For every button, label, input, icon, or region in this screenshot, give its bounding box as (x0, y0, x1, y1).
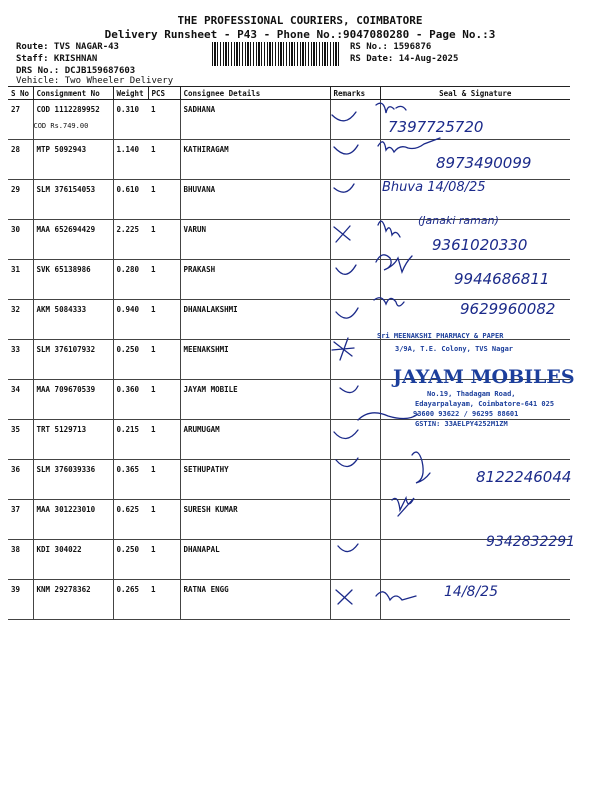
tick-mark (336, 458, 358, 467)
tick-mark (336, 265, 356, 274)
rs-number: RS No.: 1596876 (350, 42, 432, 52)
consignment-cell-text: MAA 652694429 (36, 225, 96, 234)
consignment-cell-text: MTP 5092943 (36, 145, 87, 154)
handwritten-phone: 9629960082 (460, 300, 556, 318)
signature (392, 498, 414, 516)
consignee-cell-text: SADHANA (183, 105, 216, 114)
consignment-cell-text: MAA 301223010 (36, 505, 96, 514)
handwritten-phone: 9361020330 (432, 236, 528, 254)
cross-mark (332, 338, 354, 360)
consignee-cell-text: DHANAPAL (183, 545, 220, 554)
col-signature: Seal & Signature (380, 87, 570, 100)
handwritten-note: Bhuva 14/08/25 (382, 180, 486, 195)
signature (374, 298, 404, 306)
drs-number: DRS No.: DCJB159687603 (16, 66, 136, 76)
pcs-cell-text: 1 (151, 465, 156, 474)
handwritten-phone: 8973490099 (436, 154, 532, 172)
stamp-line: Sri MEENAKSHI PHARMACY & PAPER (377, 332, 504, 340)
consignment-cell-text: SLM 376039336 (36, 465, 96, 474)
sno-cell-text: 39 (11, 585, 21, 594)
weight-cell-text: 0.215 (116, 425, 140, 434)
consignment-cell-text: KNM 29278362 (36, 585, 91, 594)
rs-date: RS Date: 14-Aug-2025 (350, 54, 459, 64)
signature (376, 103, 406, 113)
stamp-shop-name: JAYAM MOBILES (393, 366, 575, 388)
pcs-cell-text: 1 (151, 225, 156, 234)
company-title: THE PROFESSIONAL COURIERS, COIMBATORE (177, 14, 423, 27)
consignee-cell-text: VARUN (183, 225, 207, 234)
handwritten-date: 14/8/25 (444, 584, 498, 600)
sno-cell-text: 32 (11, 305, 21, 314)
sno-cell-text: 28 (11, 145, 21, 154)
weight-cell-text: 2.225 (116, 225, 140, 234)
signature (412, 452, 430, 483)
consignee-cell-text: MEENAKSHMI (183, 345, 229, 354)
consignee-cell-text: BHUVANA (183, 185, 216, 194)
signature (378, 221, 400, 237)
sno-cell-text: 35 (11, 425, 21, 434)
pcs-cell-text: 1 (151, 505, 156, 514)
stamp-line: 3/9A, T.E. Colony, TVS Nagar (395, 345, 514, 353)
sno-cell-text: 37 (11, 505, 21, 514)
weight-cell-text: 0.265 (116, 585, 140, 594)
pcs-cell-text: 1 (151, 265, 156, 274)
consignee-cell-text: DHANALAKSHMI (183, 305, 238, 314)
weight-cell-text: 0.250 (116, 545, 140, 554)
staff: Staff: KRISHNAN (16, 54, 98, 64)
tick-mark (334, 430, 358, 439)
consignment-cell-text: KDI 304022 (36, 545, 82, 554)
pcs-cell-text: 1 (151, 345, 156, 354)
runsheet-title: Delivery Runsheet - P43 - Phone No.:9047080280 - Page No.:3 (104, 28, 496, 41)
handwritten-note: (Janaki raman) (418, 214, 499, 227)
sno-cell-text: 30 (11, 225, 21, 234)
shop-stamp (365, 326, 575, 446)
consignment-cell-text: SLM 376154053 (36, 185, 96, 194)
handwritten-phone: 9342832291 (486, 534, 576, 550)
weight-cell-text: 0.360 (116, 385, 140, 394)
consignment-cell-text: SVK 65138986 (36, 265, 91, 274)
consignment-cell-text: AKM 5084333 (36, 305, 87, 314)
consignee-cell-text: SURESH KUMAR (183, 505, 238, 514)
cross-mark (336, 590, 352, 604)
weight-cell-text: 1.140 (116, 145, 140, 154)
pcs-cell-text: 1 (151, 145, 156, 154)
consignment-cell-text: TRT 5129713 (36, 425, 87, 434)
weight-cell-text: 0.310 (116, 105, 140, 114)
sno-cell-text: 31 (11, 265, 21, 274)
consignee-cell-text: KATHIRAGAM (183, 145, 229, 154)
stamp-line: 93600 93622 / 96295 88601 (413, 410, 519, 418)
tick-mark (334, 145, 358, 154)
col-pcs: PCS (148, 87, 180, 100)
route: Route: TVS NAGAR-43 (16, 42, 119, 52)
pcs-cell-text: 1 (151, 545, 156, 554)
consignee-cell-text: ARUMUGAM (183, 425, 220, 434)
pcs-cell-text: 1 (151, 185, 156, 194)
vehicle: Vehicle: Two Wheeler Delivery (16, 76, 174, 86)
pcs-cell-text: 1 (151, 105, 156, 114)
consignment-cell-text: COD 1112289952 (36, 105, 100, 114)
stamp-line: No.19, Thadagam Road, (427, 390, 516, 398)
handwritten-phone: 7397725720 (388, 118, 484, 136)
pcs-cell-text: 1 (151, 385, 156, 394)
consignee-cell-text: JAYAM MOBILE (183, 385, 238, 394)
tick-mark (336, 308, 358, 318)
consignee-cell-text: RATNA ENGG (183, 585, 229, 594)
tick-mark (332, 112, 356, 121)
weight-cell-text: 0.610 (116, 185, 140, 194)
tick-mark (338, 544, 358, 552)
consignment-cell-text: MAA 709670539 (36, 385, 96, 394)
col-remarks: Remarks (330, 87, 380, 100)
weight-cell-text: 0.365 (116, 465, 140, 474)
sno-cell-text: 34 (11, 385, 21, 394)
cross-mark (334, 226, 350, 242)
stamp-line: Edayarpalayam, Coimbatore-641 025 (415, 400, 555, 408)
tick-mark (340, 386, 358, 393)
signature (378, 138, 440, 152)
signature (376, 592, 416, 600)
col-weight: Weight (113, 87, 148, 100)
weight-cell-text: 0.940 (116, 305, 140, 314)
consignee-cell-text: PRAKASH (183, 265, 216, 274)
sno-cell-text: 36 (11, 465, 21, 474)
pcs-cell-text: 1 (151, 585, 156, 594)
stamp-line: GSTIN: 33AELPY4252M1ZM (415, 420, 508, 428)
sno-cell-text: 29 (11, 185, 21, 194)
weight-cell-text: 0.625 (116, 505, 140, 514)
sno-cell-text: 38 (11, 545, 21, 554)
sno-cell-text: 27 (11, 105, 21, 114)
cod-amount: COD Rs.749.00 (33, 122, 89, 130)
col-sno: S No (8, 87, 33, 100)
signature (376, 255, 412, 272)
consignment-cell-text: SLM 376107932 (36, 345, 96, 354)
handwritten-phone: 8122246044 (476, 468, 572, 486)
col-consignment: Consignment No (33, 87, 113, 100)
pcs-cell-text: 1 (151, 425, 156, 434)
weight-cell-text: 0.250 (116, 345, 140, 354)
weight-cell-text: 0.280 (116, 265, 140, 274)
tick-mark (334, 184, 354, 192)
consignee-cell-text: SETHUPATHY (183, 465, 229, 474)
pcs-cell-text: 1 (151, 305, 156, 314)
sno-cell-text: 33 (11, 345, 21, 354)
col-consignee: Consignee Details (180, 87, 330, 100)
handwritten-phone: 9944686811 (454, 270, 550, 288)
